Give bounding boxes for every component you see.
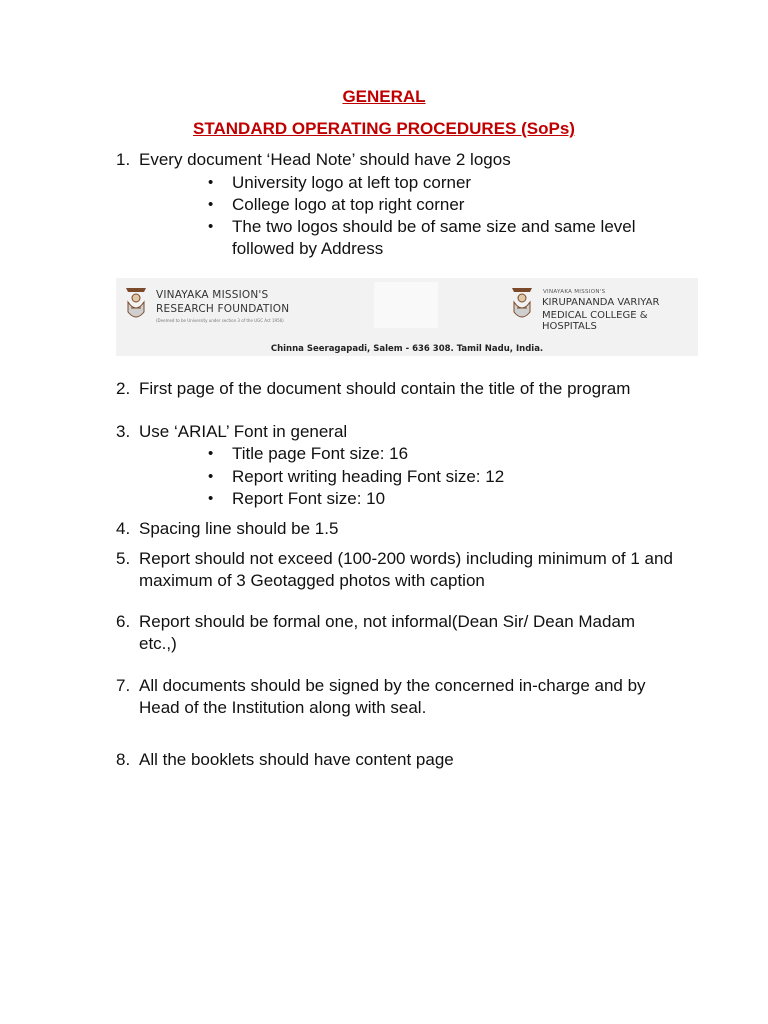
list-item: [116, 421, 696, 443]
document-title: GENERAL: [342, 87, 426, 106]
document-subtitle: STANDARD OPERATING PROCEDURES (SoPs): [193, 119, 575, 138]
item-text: Report should be formal one, not informal(Dean Sir/ Dean Madam etc.,): [139, 612, 636, 653]
bullet-icon: •: [208, 174, 214, 191]
list-item: [116, 675, 676, 719]
item-text: Use ‘ARIAL’ Font in general: [139, 422, 348, 441]
item-text: First page of the document should contain the title of the program: [139, 379, 631, 398]
college-name-line1: KIRUPANANDA VARIYAR: [542, 297, 660, 308]
bullet-icon: •: [208, 218, 214, 235]
sub-bullet-item: [208, 443, 688, 465]
item-number: 2.: [116, 379, 131, 398]
bullet-icon: •: [208, 196, 214, 213]
bullet-icon: •: [208, 468, 214, 485]
list-item: [116, 518, 696, 540]
letterhead-address: Chinna Seeragapadi, Salem - 636 308. Tamil Nadu, India.: [270, 344, 544, 354]
list-item: [116, 149, 696, 171]
sub-bullet-text: Report Font size: 10: [232, 489, 386, 508]
sub-bullet-text: The two logos should be of same size and same level followed by Address: [232, 217, 636, 258]
item-number: 6.: [116, 612, 131, 631]
university-logo-icon: [122, 284, 150, 324]
item-text: Report should not exceed (100-200 words) including minimum of 1 and maximum of 3 Geotagged photos with caption: [139, 549, 673, 590]
item-number: 8.: [116, 750, 131, 769]
university-name-line1: VINAYAKA MISSION'S: [156, 289, 269, 301]
list-item: [116, 378, 716, 400]
item-number: 3.: [116, 422, 131, 441]
sub-bullet-text: University logo at left top corner: [232, 173, 472, 192]
sub-bullet-text: Report writing heading Font size: 12: [232, 467, 505, 486]
item-number: 1.: [116, 150, 131, 169]
sub-bullet-item: [208, 194, 688, 216]
list-item: [116, 749, 696, 771]
item-number: 5.: [116, 549, 131, 568]
college-logo-icon: [508, 284, 536, 324]
sub-bullet-item: [208, 216, 668, 260]
item-text: Spacing line should be 1.5: [139, 519, 339, 538]
bullet-icon: •: [208, 445, 214, 462]
sub-bullet-item: [208, 466, 688, 488]
item-text: All the booklets should have content page: [139, 750, 454, 769]
bullet-icon: •: [208, 490, 214, 507]
sub-bullet-text: College logo at top right corner: [232, 195, 465, 214]
item-text: Every document ‘Head Note’ should have 2 logos: [139, 150, 511, 169]
list-item: [116, 548, 676, 592]
item-text: All documents should be signed by the concerned in-charge and by Head of the Institution along with seal.: [139, 676, 646, 717]
college-parent-name: VINAYAKA MISSION'S: [543, 289, 606, 295]
college-name-line2: MEDICAL COLLEGE & HOSPITALS: [542, 310, 648, 332]
letterhead-sample: [116, 278, 698, 356]
item-number: 4.: [116, 519, 131, 538]
university-tagline: (Deemed to be University under section 3 of the UGC Act 1956): [156, 318, 284, 323]
sub-bullet-item: [208, 488, 688, 510]
sub-bullet-text: Title page Font size: 16: [232, 444, 409, 463]
list-item: [116, 611, 676, 655]
item-number: 7.: [116, 676, 131, 695]
sub-bullet-item: [208, 172, 688, 194]
university-name-line2: RESEARCH FOUNDATION: [156, 303, 290, 315]
